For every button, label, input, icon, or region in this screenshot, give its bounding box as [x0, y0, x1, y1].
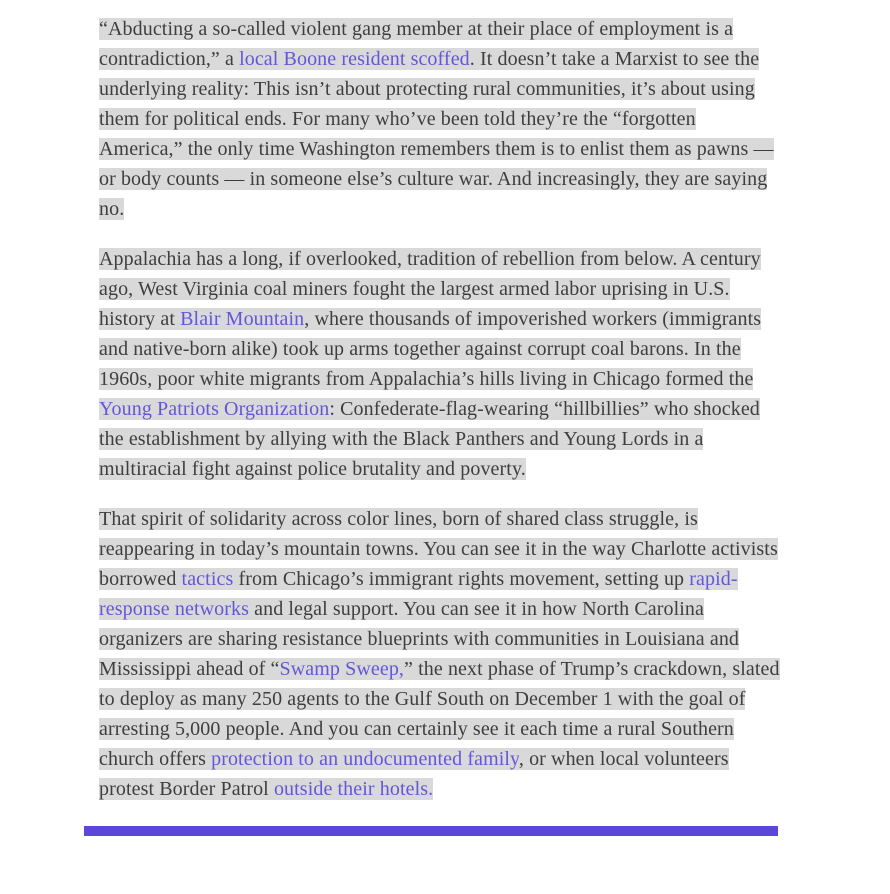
- inline-link[interactable]: rapid-response networks: [99, 568, 738, 620]
- paragraph-text: That spirit of solidarity across color lines, born of shared class struggle, is reappearing in today’s mountain towns. You can see it in the way Charlotte activists borrowed: [99, 508, 778, 590]
- inline-link[interactable]: outside their hotels.: [273, 778, 434, 800]
- paragraph-text: and legal support. You can see it in how North Carolina organizers are sharing resistance blueprints with communities in Louisiana and Mississippi ahead of “: [99, 598, 740, 680]
- paragraph: [99, 244, 781, 484]
- paragraph-text: . It doesn’t take a Marxist to see the underlying reality: This isn’t about protecting rural communities, it’s about using them for political ends. For many who’ve been told they’re the “forgotten America,” the only time Washington remembers them is to enlist them as pawns — or body counts — in someone else’s culture war. And increasingly, they are saying no.: [99, 48, 774, 220]
- section-divider-bar: [84, 826, 778, 836]
- paragraph-text: : Confederate-flag-wearing “hillbillies” who shocked the establishment by allying with the Black Panthers and Young Lords in a multiracial fight against police brutality and poverty.: [99, 398, 760, 480]
- inline-link[interactable]: protection to an undocumented family: [211, 748, 519, 770]
- paragraph-text: from Chicago’s immigrant rights movement, setting up: [233, 568, 690, 590]
- inline-link[interactable]: local Boone resident scoffed: [239, 48, 470, 70]
- inline-link[interactable]: Blair Mountain: [180, 308, 305, 330]
- paragraph-text: , or when local volunteers protest Border Patrol: [99, 748, 729, 800]
- paragraph-text: ” the next phase of Trump’s crackdown, slated to deploy as many 250 agents to the Gulf South on December 1 with the goal of arresting 5,000 people. And you can certainly see it each time a rural Southern church offers: [99, 658, 780, 770]
- paragraph-text: , where thousands of impoverished workers (immigrants and native-born alike) took up arms together against corrupt coal barons. In the 1960s, poor white migrants from Appalachia’s hills living in Chicago formed the: [99, 308, 762, 390]
- inline-link[interactable]: Young Patriots Organization: [99, 398, 330, 420]
- inline-link[interactable]: tactics: [181, 568, 234, 590]
- inline-link[interactable]: Swamp Sweep,: [279, 658, 405, 680]
- article-body: [99, 0, 781, 804]
- paragraph: [99, 14, 781, 224]
- paragraph-text: “Abducting a so-called violent gang member at their place of employment is a contradiction,” a: [99, 18, 734, 70]
- paragraph: [99, 504, 781, 804]
- paragraph-text: Appalachia has a long, if overlooked, tradition of rebellion from below. A century ago, West Virginia coal miners fought the largest armed labor uprising in U.S. history at: [99, 248, 761, 330]
